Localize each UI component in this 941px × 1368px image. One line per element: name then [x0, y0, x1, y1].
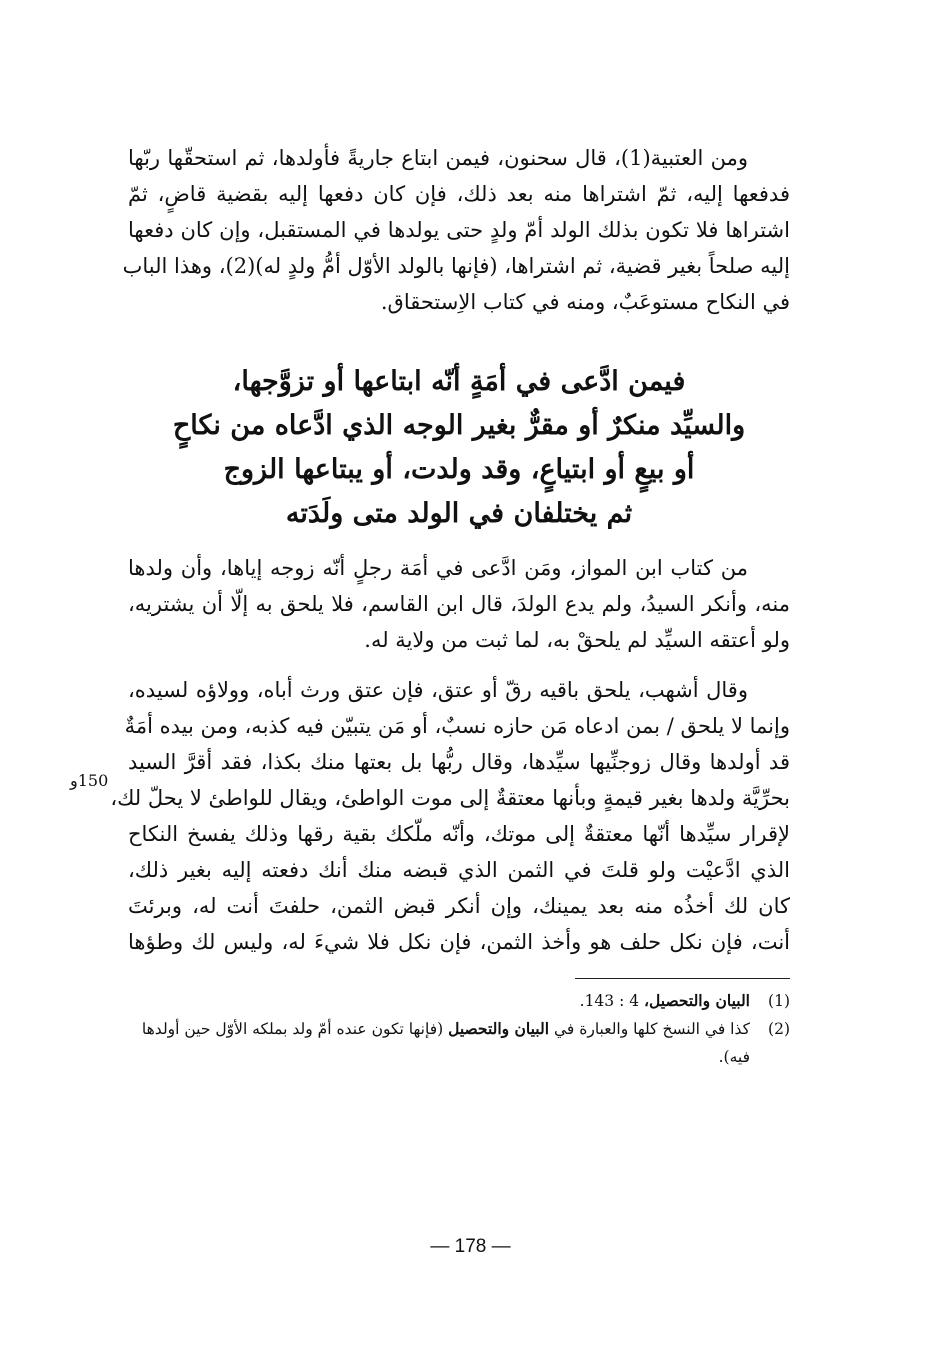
- text-line: من كتاب ابن المواز، ومَن ادَّعى في أمَة رجلٍ أنّه زوجه إياها، وأن ولدها: [128, 556, 748, 580]
- section-heading: [128, 360, 790, 536]
- text-line: وقال أشهب، يلحق باقيه رقّ أو عتق، فإن عتق ورث أباه، وولاؤه لسيده،: [128, 678, 748, 702]
- text-line: كان لك أخذُه منه بعد يمينك، وإن أنكر قبض الثمن، حلفتَ أنت له، وبرئتَ: [128, 894, 790, 918]
- footnote-1: [128, 987, 790, 1015]
- footnote-divider: [575, 978, 790, 979]
- paragraph-1: [122, 140, 790, 320]
- page-number: — 178 —: [430, 1236, 511, 1257]
- footnote-number: (2): [768, 1020, 790, 1038]
- footnote-prefix: كذا في النسخ كلها والعبارة في: [549, 1020, 750, 1038]
- text-line: أنت، فإن نكل حلف هو وأخذ الثمن، فإن نكل فلا شيءَ له، وليس لك وطؤها: [128, 930, 790, 954]
- heading-line: أو بيعٍ أو ابتياعٍ، وقد ولدت، أو يبتاعها الزوج: [223, 454, 695, 485]
- text-line: في النكاح مستوعَبٌ، ومنه في كتاب الاِستحقاق.: [380, 290, 790, 314]
- footnote-text: [128, 987, 750, 1015]
- text-line: منه، وأنكر السيدُ، ولم يدع الولدَ، قال ابن القاسم، فلا يلحق به إلّا أن يشتريه،: [128, 592, 790, 616]
- footnote-ref: 4 : 143.: [579, 992, 645, 1010]
- paragraph-2: [128, 550, 790, 658]
- heading-line: والسيِّد منكرٌ أو مقرٌّ بغير الوجه الذي ادَّعاه من نكاحٍ: [172, 410, 746, 441]
- text-line: لإقرار سيِّدها أنّها معتقةٌ إلى موتك، وأنّه ملّكك بقية رقها وذلك يفسخ النكاح: [128, 822, 790, 846]
- text-line: وإنما لا يلحق / بمن ادعاه مَن حازه نسبٌ، أو مَن يتبيّن فيه كذبه، ومن بيده أمَةٌ: [124, 714, 790, 738]
- text-line: ومن العتبية(1)، قال سحنون، فيمن ابتاع جاريةً فأولدها، ثم استحقّها ربّها: [128, 146, 748, 170]
- footnote-text: [128, 1015, 750, 1071]
- footnote-ref: (فإنها تكون عنده أمّ ولد بملكه الأوّل حين أولدها فيه).: [141, 1020, 750, 1066]
- footnote-number: (1): [768, 992, 790, 1010]
- page-body: [110, 140, 790, 1071]
- heading-line: فيمن ادَّعى في أمَةٍ أنّه ابتاعها أو تزوَّجها،: [232, 366, 686, 397]
- text-line: فدفعها إليه، ثمّ اشتراها منه بعد ذلك، فإن كان دفعها إليه بقضية قاضٍ، ثمّ: [128, 182, 790, 206]
- text-line: إليه صلحاً بغير قضية، ثم اشتراها، (فإنها بالولد الأوّل أمُّ ولدٍ له)(2)، وهذا الباب: [122, 254, 790, 278]
- footnote-2: [128, 1015, 790, 1071]
- heading-line: ثم يختلفان في الولد متى ولَدَته: [285, 498, 633, 529]
- paragraph-3: [110, 672, 790, 960]
- text-line: اشتراها فلا تكون بذلك الولد أمّ ولدٍ حتى يولدها في المستقبل، وإن كان دفعها: [128, 218, 790, 242]
- text-line: الذي ادَّعيْت ولو قلتَ في الثمن الذي قبضه منك أنك دفعته إليه بغير ذلك،: [128, 858, 790, 882]
- manuscript-folio-note: 150و: [70, 771, 109, 790]
- footnote-source: البيان والتحصيل: [448, 1019, 550, 1038]
- text-line: ولو أعتقه السيِّد لم يلحقْ به، لما ثبت من ولاية له.: [364, 628, 790, 652]
- text-line: قد أولدها وقال زوجنِّيها سيِّدها، وقال ربُّها بل بعتها منك بكذا، فقد أقرَّ السيد: [128, 750, 790, 774]
- text-line: بحرِّيَّة ولدها بغير قيمةٍ وبأنها معتقةٌ إلى موت الواطئ، ويقال للواطئ لا يحلّ لك،: [110, 786, 790, 810]
- footnotes: [128, 987, 790, 1071]
- footnote-source: البيان والتحصيل،: [644, 991, 750, 1010]
